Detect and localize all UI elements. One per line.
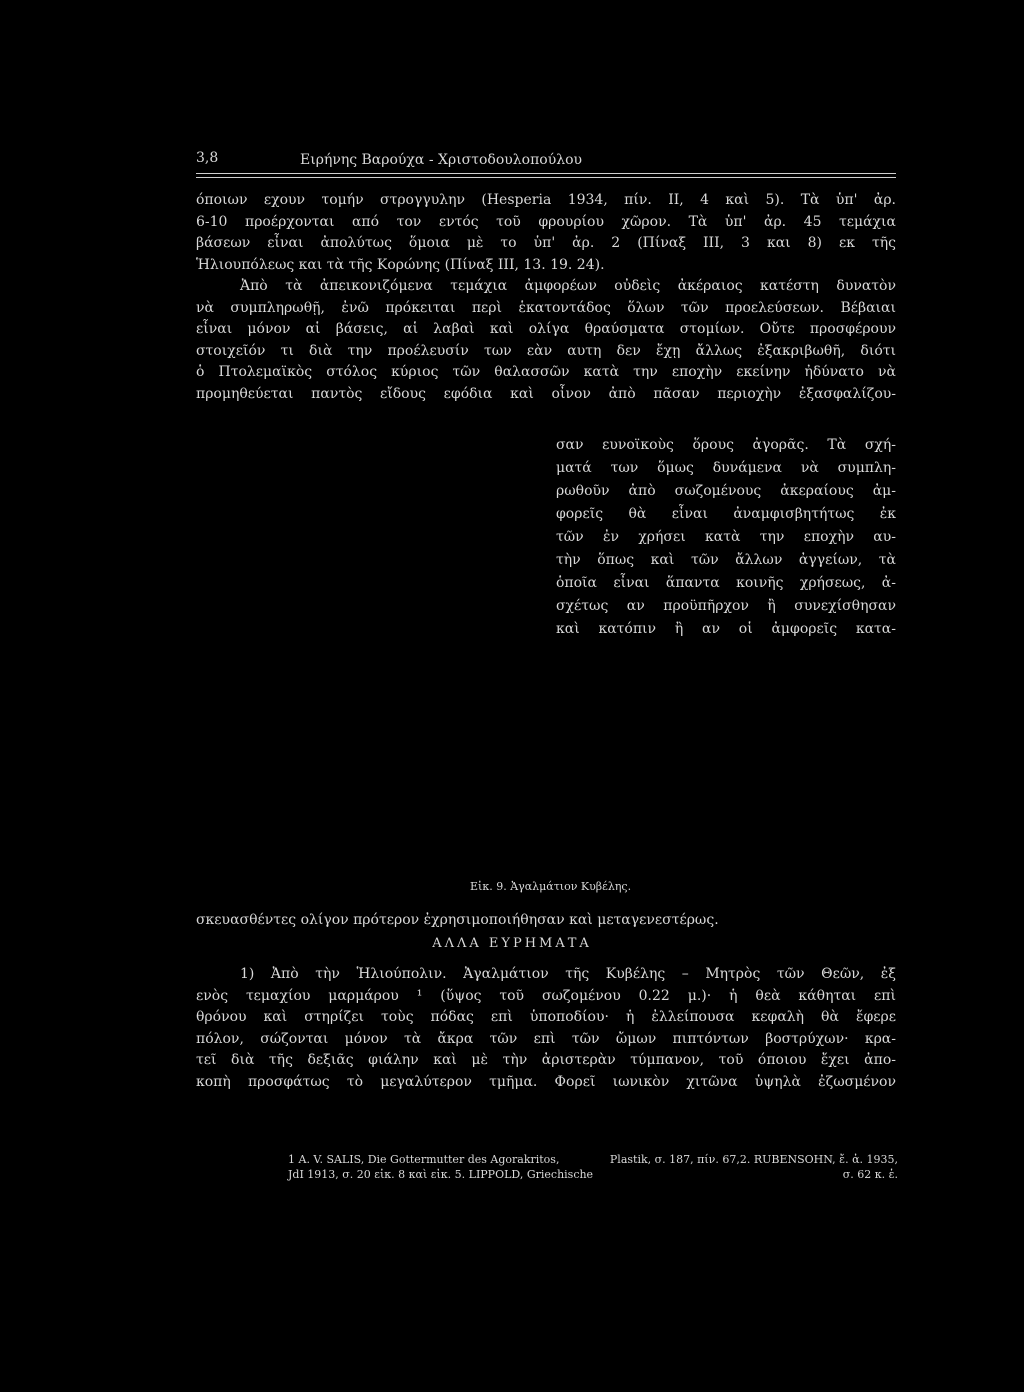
text-line: νὰ συμπληρωθῇ, ἐνῶ πρόκειται περὶ ἑκατοντάδος ὅλων τῶν προελεύσεων. Βέβαιαι — [196, 299, 896, 316]
text-line: όποιων εχουν τομήν στρογγυλην (Hesperia 1934, πίν. II, 4 καὶ 5). Τὰ ὑπ' ἀρ. — [196, 192, 896, 208]
header-rule-bottom — [196, 177, 896, 178]
text-line: σχέτως αν προϋπῆρχον ἢ συνεχίσθησαν — [556, 598, 896, 614]
text-line: φορεῖς θὰ εἶναι ἀναμφισβητήτως ἐκ — [556, 506, 896, 522]
page-number: 3,8 — [196, 150, 219, 166]
running-head: Ειρήνης Βαρούχα - Χριστοδουλοπούλου — [300, 152, 583, 168]
text-line: ὁ Πτολεμαϊκὸς στόλος κύριος τῶν θαλασσῶν κατὰ την εποχὴν εκείνην ἠδύνατο νὰ — [196, 364, 896, 380]
text-line: θρόνου καὶ στηρίζει τοὺς πόδας επὶ ὑποποδίου· ἡ ἐλλείπουσα κεφαλὴ θὰ ἔφερε — [196, 1009, 896, 1025]
text-line: σαν ευνοϊκοὺς ὅρους ἀγορᾶς. Τὰ σχή- — [556, 437, 896, 453]
footnote-left: JdI 1913, σ. 20 εἰκ. 8 καὶ εἰκ. 5. LIPPOLD, Griechische — [288, 1168, 594, 1181]
body-paragraph — [196, 190, 896, 405]
text-line: ματά των ὅμως δυνάμενα νὰ συμπλη- — [556, 460, 896, 476]
header-rule-top — [196, 173, 896, 174]
figure-caption: Εἰκ. 9. Ἀγαλμάτιον Κυβέλης. — [470, 880, 632, 893]
text-line: προμηθεύεται παντὸς εἴδους εφόδια καὶ οἶνον ἀπὸ πᾶσαν περιοχὴν ἐξασφαλίζου- — [196, 385, 896, 402]
text-line: Ἡλιουπόλεως και τὰ τῆς Κορώνης (Πίναξ III, 13. 19. 24). — [196, 256, 605, 273]
text-line: τῶν ἐν χρήσει κατὰ την εποχὴν αυ- — [556, 529, 896, 545]
text-line: 1) Ἀπὸ τὴν Ἡλιούπολιν. Ἀγαλμάτιον τῆς Κυβέλης – Μητρὸς τῶν Θεῶν, ἐξ — [240, 966, 896, 982]
footnote-row — [288, 1152, 898, 1167]
text-line: στοιχεῖόν τι διὰ την προέλευσίν των εὰν αυτη δεν ἔχῃ ἄλλως ἐξακριβωθῆ, διότι — [196, 342, 896, 359]
footnote-row — [288, 1167, 898, 1182]
text-line: βάσεων εἶναι ἀπολύτως ὅμοια μὲ το ὑπ' ἀρ. 2 (Πίναξ III, 3 και 8) εκ τῆς — [196, 235, 896, 251]
text-line: ενὸς τεμαχίου μαρμάρου ¹ (ὕψος τοῦ σωζομένου 0.22 μ.)· ἡ θεὰ κάθηται επὶ — [196, 987, 896, 1004]
text-line: τὴν ὅπως καὶ τῶν ἄλλων ἀγγείων, τὰ — [556, 552, 896, 568]
section-heading: ΑΛΛΑ ΕΥΡΗΜΑΤΑ — [432, 936, 592, 951]
footnotes — [288, 1152, 898, 1182]
text-line: ρωθοῦν ἀπὸ σωζομένους ἀκεραίους ἀμ- — [556, 483, 896, 499]
text-line: καὶ κατόπιν ἢ αν οἱ ἀμφορεῖς κατα- — [556, 621, 896, 637]
text-line: ὁποῖα εἶναι ἅπαντα κοινῆς χρήσεως, ἀ- — [556, 575, 896, 591]
footnote-left: 1 A. V. SALIS, Die Gottermutter des Agorakritos, — [288, 1153, 560, 1166]
narrow-column — [556, 434, 896, 641]
footnote-right: Plastik, σ. 187, πίν. 67,2. RUBENSOHN, ἔ. ἀ. 1935, — [609, 1153, 898, 1166]
text-line: 6-10 προέρχονται από τον εντός τοῦ φρουρίου χῶρον. Τὰ ὑπ' ἀρ. 45 τεμάχια — [196, 213, 896, 230]
section-paragraph — [196, 964, 896, 1093]
continuation-line: σκευασθέντες ολίγον πρότερον ἐχρησιμοποιήθησαν καὶ μεταγενεστέρως. — [196, 912, 719, 928]
footnote-right: σ. 62 κ. ἑ. — [842, 1168, 898, 1181]
text-line: εἶναι μόνον αἱ βάσεις, αἱ λαβαὶ καὶ ολίγα θραύσματα στομίων. Οὔτε προσφέρουν — [196, 321, 896, 337]
text-line: κοπὴ προσφάτως τὸ μεγαλύτερον τμῆμα. Φορεῖ ιωνικὸν χιτῶνα ὑψηλὰ ἐζωσμένον — [196, 1073, 896, 1090]
text-line: τεῖ διὰ τῆς δεξιᾶς φιάλην καὶ μὲ τὴν ἀριστερὰν τύμπανον, τοῦ όποιου ἔχει ἀπο- — [196, 1052, 896, 1068]
text-line: πόλον, σώζονται μόνον τὰ ἄκρα τῶν επὶ τῶν ὤμων πιπτόντων βοστρύχων· κρα- — [196, 1030, 896, 1047]
text-line: Ἀπὸ τὰ ἀπεικονιζόμενα τεμάχια ἀμφορέων οὐδεὶς ἀκέραιος κατέστη δυνατὸν — [240, 278, 896, 294]
